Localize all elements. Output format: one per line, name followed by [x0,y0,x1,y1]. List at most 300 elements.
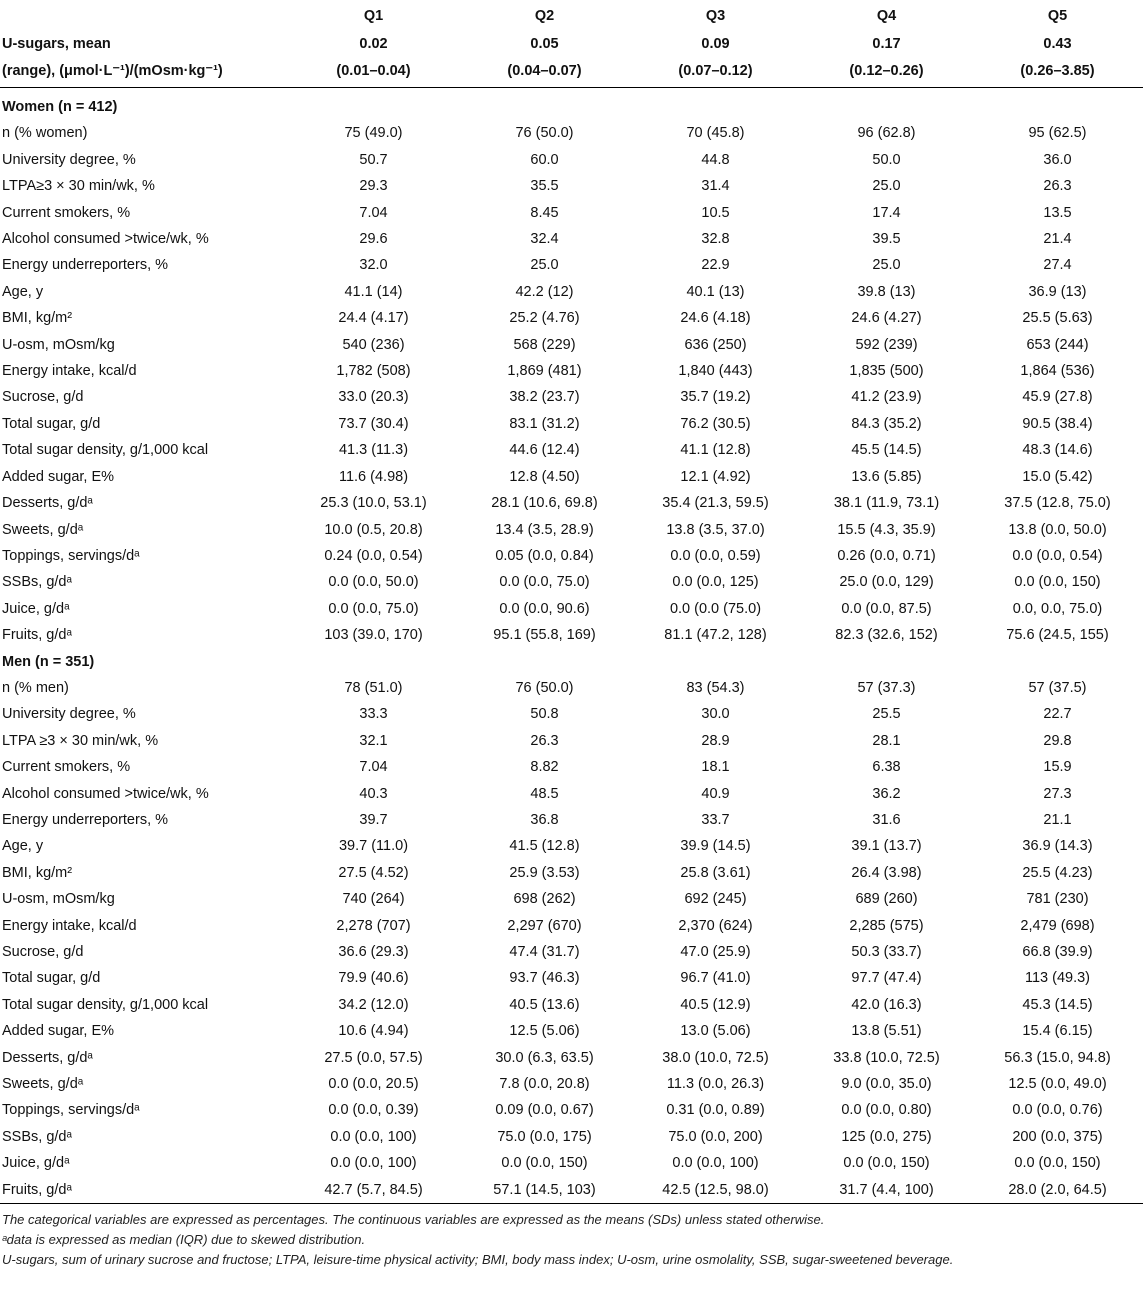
cell-q5: 22.7 [1043,706,1072,723]
cell-q3: 70 (45.8) [686,125,745,142]
cell-q5: 0.0 (0.0, 0.76) [1012,1102,1103,1119]
cell-q3: 32.8 [701,231,730,248]
cell-q4: 57 (37.3) [857,679,916,696]
cell-q5: 653 (244) [1026,336,1089,353]
cell-q4: 17.4 [872,204,901,221]
header-mean-label: U-sugars, mean [2,36,111,52]
cell-q3: 41.1 (12.8) [680,442,751,459]
header-mean-q5: 0.43 [1043,36,1072,52]
table-row [0,437,1143,463]
cell-q5: 1,864 (536) [1020,363,1095,380]
cell-q3: 13.0 (5.06) [680,1023,751,1040]
header-range-row [0,58,1143,88]
table-row [0,1177,1143,1204]
cell-q5: 0.0 (0.0, 150) [1014,1155,1101,1172]
row-label: Added sugar, E% [2,468,115,485]
table-row [0,781,1143,807]
cell-q2: 28.1 (10.6, 69.8) [491,495,598,512]
row-label: Juice, g/dᵃ [2,1155,70,1172]
header-range-q5: (0.26–3.85) [972,58,1143,88]
cell-q5: 56.3 (15.0, 94.8) [1004,1049,1111,1066]
table-row [0,305,1143,331]
table-row [0,1045,1143,1071]
cell-q5: 29.8 [1043,732,1072,749]
cell-q3: 636 (250) [684,336,747,353]
row-label: Sucrose, g/d [2,389,84,406]
cell-q3: 0.0 (0.0, 0.59) [670,547,761,564]
row-label: Toppings, servings/dᵃ [2,547,140,564]
cell-q2: 76 (50.0) [515,679,574,696]
table-row [0,1097,1143,1123]
cell-q3: 40.5 (12.9) [680,996,751,1013]
column-header-q4: Q4 [876,8,897,24]
cell-q4: 31.6 [872,811,901,828]
table-row [0,886,1143,912]
cell-q3: 35.7 (19.2) [680,389,751,406]
cell-q2: 26.3 [530,732,559,749]
cell-q1: 29.6 [359,231,388,248]
cell-q5: 66.8 (39.9) [1022,944,1093,960]
header-mean-q3: 0.09 [701,36,730,52]
cell-q1: 40.3 [359,785,388,802]
cell-q2: 698 (262) [513,891,576,908]
cell-q2: 25.2 (4.76) [509,310,580,327]
table-row [0,490,1143,516]
table-row [0,464,1143,490]
cell-q4: 9.0 (0.0, 35.0) [841,1076,932,1093]
cell-q3: 47.0 (25.9) [680,944,751,960]
table-row [0,332,1143,358]
table-row [0,728,1143,754]
cell-q5: 15.9 [1043,759,1072,776]
table-row [0,569,1143,595]
cell-q2: 47.4 (31.7) [509,944,580,960]
cell-q1: 78 (51.0) [344,679,403,696]
row-label: Energy underreporters, % [2,811,169,828]
cell-q4: 25.5 [872,706,901,723]
cell-q3: 31.4 [701,178,730,195]
cell-q1: 0.0 (0.0, 0.39) [328,1102,419,1119]
row-label: SSBs, g/dᵃ [2,574,72,591]
cell-q2: 93.7 (46.3) [509,970,580,987]
cell-q5: 15.4 (6.15) [1022,1023,1093,1040]
row-label: Current smokers, % [2,759,131,776]
cell-q4: 15.5 (4.3, 35.9) [837,521,936,538]
row-label: LTPA ≥3 × 30 min/wk, % [2,732,159,749]
cell-q3: 12.1 (4.92) [680,468,751,485]
cell-q5: 12.5 (0.0, 49.0) [1008,1076,1107,1093]
header-range-q2: (0.04–0.07) [459,58,630,88]
table-row [0,939,1143,965]
cell-q5: 200 (0.0, 375) [1012,1128,1103,1145]
cell-q5: 90.5 (38.4) [1022,415,1093,432]
cell-q2: 25.0 [530,257,559,274]
cell-q4: 689 (260) [855,891,918,908]
table-row [0,384,1143,410]
row-label: Fruits, g/dᵃ [0,1177,288,1204]
cell-q4: 50.3 (33.7) [851,944,922,960]
cell-q1: 33.3 [359,706,388,723]
cell-q4: 2,285 (575) [849,917,924,934]
column-header-q2: Q2 [534,8,555,24]
cell-q2: 12.5 (5.06) [509,1023,580,1040]
cell-q5: 21.4 [1043,231,1072,248]
row-label: Sweets, g/dᵃ [2,1076,84,1093]
cell-q1: 24.4 (4.17) [338,310,409,327]
cell-q5: 45.3 (14.5) [1022,996,1093,1013]
row-label: n (% men) [2,679,69,696]
cell-q5: 26.3 [1043,178,1072,195]
cell-q4: 13.8 (5.51) [851,1023,922,1040]
cell-q3: 42.5 (12.5, 98.0) [630,1177,801,1204]
row-label: BMI, kg/m² [2,864,73,881]
row-label: Total sugar density, g/1,000 kcal [2,996,209,1013]
cell-q2: 0.0 (0.0, 90.6) [499,600,590,617]
cell-q1: 0.0 (0.0, 75.0) [328,600,419,617]
cell-q5: 36.9 (14.3) [1022,838,1093,855]
header-mean-q2: 0.05 [530,36,559,52]
cell-q2: 0.09 (0.0, 0.67) [495,1102,594,1119]
table-row [0,200,1143,226]
cell-q1: 25.3 (10.0, 53.1) [320,495,427,512]
cell-q2: 95.1 (55.8, 169) [493,627,596,644]
footnote: ᵃdata is expressed as median (IQR) due to skewed distribution. [2,1232,366,1248]
cell-q2: 36.8 [530,811,559,828]
cell-q5: 25.5 (4.23) [1022,864,1093,881]
row-label: Energy underreporters, % [2,257,169,274]
column-header-q1: Q1 [363,8,384,24]
row-label: Sucrose, g/d [2,944,84,960]
section-title: Men (n = 351) [2,653,95,670]
row-label: University degree, % [2,151,136,168]
cell-q4: 0.0 (0.0, 150) [843,1155,930,1172]
cell-q3: 44.8 [701,151,730,168]
row-label: Total sugar, g/d [2,970,101,987]
cell-q4: 125 (0.0, 275) [841,1128,932,1145]
cell-q3: 22.9 [701,257,730,274]
row-label: U-osm, mOsm/kg [2,891,115,908]
table-footnotes [0,1204,1143,1270]
cell-q1: 42.7 (5.7, 84.5) [288,1177,459,1204]
row-label: Total sugar density, g/1,000 kcal [2,442,209,459]
cell-q4: 96 (62.8) [857,125,916,142]
cell-q4: 592 (239) [855,336,918,353]
cell-q5: 75.6 (24.5, 155) [1006,627,1109,644]
row-label: Fruits, g/dᵃ [2,627,72,644]
cell-q2: 2,297 (670) [507,917,582,934]
cell-q4: 25.0 [872,257,901,274]
cell-q1: 33.0 (20.3) [338,389,409,406]
table-row [0,833,1143,859]
row-label: Current smokers, % [2,204,131,221]
cell-q2: 50.8 [530,706,559,723]
table-row [0,279,1143,305]
cell-q3: 0.31 (0.0, 0.89) [666,1102,765,1119]
cell-q5: 48.3 (14.6) [1022,442,1093,459]
column-header-q5: Q5 [1047,8,1068,24]
row-label: Sweets, g/dᵃ [2,521,84,538]
row-label: Added sugar, E% [2,1023,115,1040]
cell-q3: 33.7 [701,811,730,828]
header-range-q1: (0.01–0.04) [288,58,459,88]
table-row [0,754,1143,780]
cell-q4: 39.8 (13) [857,283,916,300]
cell-q3: 83 (54.3) [686,679,745,696]
cell-q3: 39.9 (14.5) [680,838,751,855]
row-label: SSBs, g/dᵃ [2,1128,72,1145]
table-row [0,173,1143,199]
cell-q5: 13.5 [1043,204,1072,221]
cell-q1: 73.7 (30.4) [338,415,409,432]
cell-q2: 57.1 (14.5, 103) [459,1177,630,1204]
cell-q5: 2,479 (698) [1020,917,1095,934]
cell-q4: 26.4 (3.98) [851,864,922,881]
cell-q2: 38.2 (23.7) [509,389,580,406]
cell-q4: 33.8 (10.0, 72.5) [833,1049,940,1066]
table-row [0,226,1143,252]
cell-q2: 1,869 (481) [507,363,582,380]
row-label: Total sugar, g/d [2,415,101,432]
cell-q1: 10.6 (4.94) [338,1023,409,1040]
cell-q2: 25.9 (3.53) [509,864,580,881]
cell-q5: 36.0 [1043,151,1072,168]
cell-q5: 37.5 (12.8, 75.0) [1004,495,1111,512]
cell-q1: 39.7 (11.0) [338,838,409,855]
table-row [0,1124,1143,1150]
cell-q2: 83.1 (31.2) [509,415,580,432]
cell-q5: 15.0 (5.42) [1022,468,1093,485]
cell-q2: 75.0 (0.0, 175) [497,1128,592,1145]
cell-q3: 10.5 [701,204,730,221]
table-row [0,622,1143,648]
cell-q5: 27.3 [1043,785,1072,802]
cell-q4: 50.0 [872,151,901,168]
row-label: Energy intake, kcal/d [2,917,137,934]
cell-q4: 6.38 [872,759,901,776]
table-header [0,0,1143,88]
header-mean-row [0,31,1143,58]
cell-q5: 36.9 (13) [1028,283,1087,300]
row-label: Age, y [2,283,44,300]
cell-q4: 42.0 (16.3) [851,996,922,1013]
row-label: University degree, % [2,706,136,723]
cell-q3: 0.0 (0.0 (75.0) [669,600,762,617]
cell-q5: 57 (37.5) [1028,679,1087,696]
cell-q1: 0.0 (0.0, 50.0) [328,574,419,591]
cell-q1: 740 (264) [342,891,405,908]
section-header-row [0,88,1143,121]
row-label: U-osm, mOsm/kg [2,336,115,353]
cell-q3: 25.8 (3.61) [680,864,751,881]
table-row [0,411,1143,437]
table-row [0,120,1143,146]
cell-q4: 41.2 (23.9) [851,389,922,406]
cell-q1: 0.0 (0.0, 100) [330,1128,417,1145]
cell-q5: 45.9 (27.8) [1022,389,1093,406]
cell-q2: 568 (229) [513,336,576,353]
column-header-q3: Q3 [705,8,726,24]
section-header-row [0,649,1143,675]
cell-q3: 81.1 (47.2, 128) [664,627,767,644]
cell-q3: 76.2 (30.5) [680,415,751,432]
cell-q3: 13.8 (3.5, 37.0) [666,521,765,538]
cell-q3: 0.0 (0.0, 125) [672,574,759,591]
cell-q2: 44.6 (12.4) [509,442,580,459]
cell-q5: 13.8 (0.0, 50.0) [1008,521,1107,538]
cell-q4: 31.7 (4.4, 100) [801,1177,972,1204]
cell-q3: 96.7 (41.0) [680,970,751,987]
cell-q4: 97.7 (47.4) [851,970,922,987]
row-label: Alcohol consumed >twice/wk, % [2,231,209,248]
table-row [0,860,1143,886]
cell-q3: 18.1 [701,759,730,776]
row-label: Energy intake, kcal/d [2,363,137,380]
cell-q4: 39.5 [872,231,901,248]
cell-q5: 21.1 [1043,811,1072,828]
cell-q1: 32.0 [359,257,388,274]
table-row [0,1018,1143,1044]
cell-q4: 84.3 (35.2) [851,415,922,432]
cell-q4: 0.26 (0.0, 0.71) [837,547,936,564]
row-label: BMI, kg/m² [2,310,73,327]
cell-q1: 0.0 (0.0, 20.5) [328,1076,419,1093]
cell-q3: 35.4 (21.3, 59.5) [662,495,769,512]
cell-q3: 38.0 (10.0, 72.5) [662,1049,769,1066]
cell-q4: 39.1 (13.7) [851,838,922,855]
header-range-label: (range), (μmol·L⁻¹)/(mOsm·kg⁻¹) [0,58,288,88]
cell-q1: 27.5 (4.52) [338,864,409,881]
cell-q1: 34.2 (12.0) [338,996,409,1013]
table-row [0,252,1143,278]
table-row [0,701,1143,727]
cell-q3: 28.9 [701,732,730,749]
cell-q5: 27.4 [1043,257,1072,274]
cell-q4: 0.0 (0.0, 0.80) [841,1102,932,1119]
cell-q3: 24.6 (4.18) [680,310,751,327]
cell-q5: 113 (49.3) [1024,970,1091,987]
cell-q2: 35.5 [530,178,559,195]
cell-q5: 95 (62.5) [1028,125,1087,142]
table-row [0,913,1143,939]
table-row [0,517,1143,543]
row-label: Age, y [2,838,44,855]
cell-q1: 79.9 (40.6) [338,970,409,987]
cell-q2: 0.0 (0.0, 75.0) [499,574,590,591]
header-corner [0,0,288,31]
cell-q5: 781 (230) [1026,891,1089,908]
cell-q1: 32.1 [359,732,388,749]
row-label: LTPA≥3 × 30 min/wk, % [2,178,155,195]
section-title: Women (n = 412) [2,99,118,115]
cell-q2: 8.82 [530,759,559,776]
cell-q3: 0.0 (0.0, 100) [672,1155,759,1172]
cell-q3: 1,840 (443) [678,363,753,380]
cell-q4: 25.0 (0.0, 129) [839,574,934,591]
cell-q4: 28.1 [872,732,901,749]
cell-q1: 540 (236) [342,336,405,353]
table-row [0,543,1143,569]
cell-q4: 1,835 (500) [849,363,924,380]
table-row [0,675,1143,701]
cell-q3: 30.0 [701,706,730,723]
cell-q4: 25.0 [872,178,901,195]
cell-q1: 50.7 [359,151,388,168]
cell-q2: 60.0 [530,151,559,168]
cell-q4: 45.5 (14.5) [851,442,922,459]
header-range-q3: (0.07–0.12) [630,58,801,88]
cell-q1: 39.7 [359,811,388,828]
header-range-q4: (0.12–0.26) [801,58,972,88]
table-row [0,807,1143,833]
header-mean-q1: 0.02 [359,36,388,52]
header-quintile-row [0,0,1143,31]
cell-q2: 76 (50.0) [515,125,574,142]
cell-q1: 10.0 (0.5, 20.8) [324,521,423,538]
cell-q1: 36.6 (29.3) [338,944,409,960]
cell-q1: 1,782 (508) [336,363,411,380]
cell-q5: 25.5 (5.63) [1022,310,1093,327]
table-row [0,358,1143,384]
cell-q2: 0.05 (0.0, 0.84) [495,547,594,564]
cell-q1: 0.0 (0.0, 100) [330,1155,417,1172]
cell-q5: 0.0 (0.0, 0.54) [1012,547,1103,564]
cell-q1: 0.24 (0.0, 0.54) [324,547,423,564]
cell-q5: 28.0 (2.0, 64.5) [972,1177,1143,1204]
cell-q3: 75.0 (0.0, 200) [668,1128,763,1145]
cell-q4: 38.1 (11.9, 73.1) [833,495,940,512]
cell-q1: 7.04 [359,759,388,776]
cell-q2: 32.4 [530,231,559,248]
table-row [0,147,1143,173]
row-label: Desserts, g/dᵃ [2,1049,93,1066]
row-label: Desserts, g/dᵃ [2,495,93,512]
table-row [0,992,1143,1018]
row-label: Toppings, servings/dᵃ [2,1102,140,1119]
row-label: Alcohol consumed >twice/wk, % [2,785,209,802]
header-mean-q4: 0.17 [872,36,901,52]
cell-q1: 29.3 [359,178,388,195]
footnote: The categorical variables are expressed as percentages. The continuous variables are expressed as the means (SDs) unless stated otherwise. [2,1212,825,1228]
cell-q5: 0.0, 0.0, 75.0) [1012,600,1103,617]
table-row [0,965,1143,991]
row-label: n (% women) [2,125,88,142]
cell-q1: 103 (39.0, 170) [324,627,423,644]
cell-q1: 11.6 (4.98) [338,468,409,485]
row-label: Juice, g/dᵃ [2,600,70,617]
cell-q1: 41.3 (11.3) [338,442,409,459]
cell-q2: 48.5 [530,785,559,802]
cell-q4: 24.6 (4.27) [851,310,922,327]
footnote: U-sugars, sum of urinary sucrose and fructose; LTPA, leisure-time physical activity; BMI, body mass index; U-osm, urine osmolality, SSB, sugar-sweetened beverage. [2,1252,954,1268]
cell-q2: 12.8 (4.50) [509,468,580,485]
cell-q2: 30.0 (6.3, 63.5) [495,1049,594,1066]
cell-q1: 7.04 [359,204,388,221]
cell-q2: 8.45 [530,204,559,221]
table-row [0,1071,1143,1097]
cell-q5: 0.0 (0.0, 150) [1014,574,1101,591]
cell-q2: 0.0 (0.0, 150) [501,1155,588,1172]
cell-q2: 42.2 (12) [515,283,574,300]
table-row [0,1150,1143,1176]
cell-q1: 75 (49.0) [344,125,403,142]
cell-q1: 41.1 (14) [344,283,403,300]
cell-q4: 13.6 (5.85) [851,468,922,485]
cell-q4: 36.2 [872,785,901,802]
cell-q2: 7.8 (0.0, 20.8) [499,1076,590,1093]
cell-q1: 27.5 (0.0, 57.5) [324,1049,423,1066]
cell-q2: 40.5 (13.6) [509,996,580,1013]
table-body [0,88,1143,1204]
